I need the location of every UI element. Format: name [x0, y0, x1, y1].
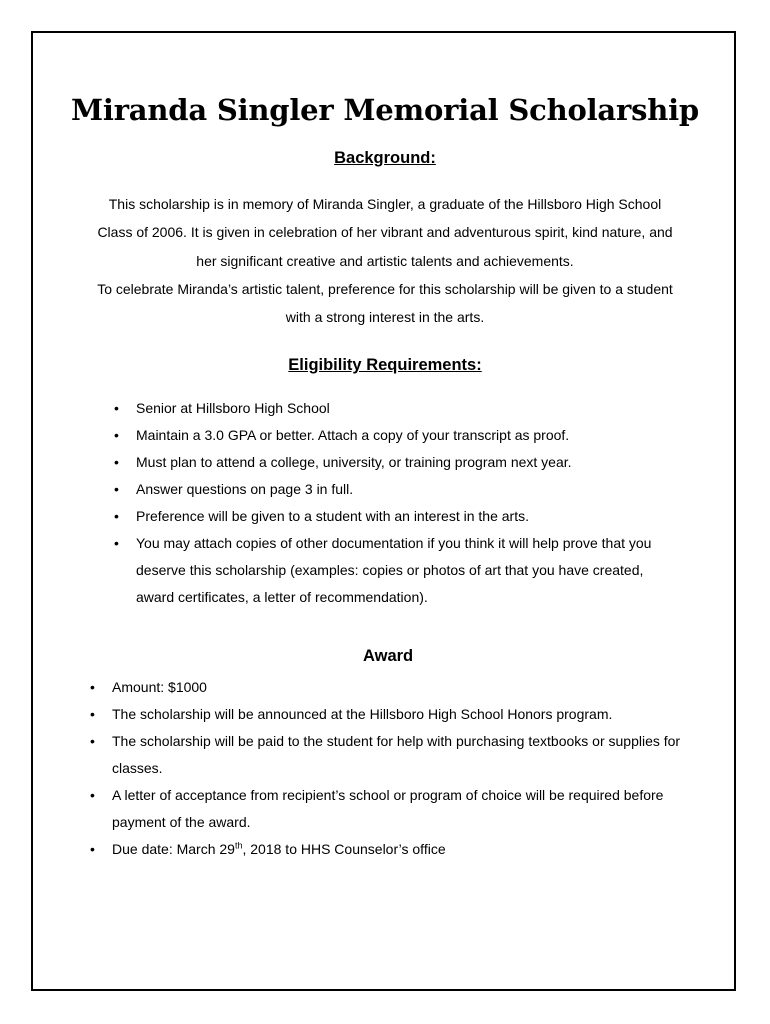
- award-list: [90, 674, 690, 863]
- background-text: [90, 190, 680, 331]
- bullet-icon: •: [90, 706, 95, 722]
- bullet-icon: •: [114, 508, 119, 524]
- list-item: • A letter of acceptance from recipient’s school or program of choice will be required before payment of the award.: [90, 782, 690, 836]
- list-item: • Must plan to attend a college, university, or training program next year.: [114, 449, 674, 476]
- bullet-icon: •: [90, 841, 95, 857]
- list-item: • The scholarship will be paid to the student for help with purchasing textbooks or supplies for classes.: [90, 728, 690, 782]
- document-title: Miranda Singler Memorial Scholarship: [71, 93, 699, 127]
- eligibility-list: [114, 395, 674, 611]
- bullet-icon: •: [114, 454, 119, 470]
- bullet-icon: •: [114, 481, 119, 497]
- background-heading: Background:: [334, 149, 436, 167]
- award-heading: Award: [363, 647, 414, 665]
- list-item: • You may attach copies of other documentation if you think it will help prove that you deserve this scholarship (examples: copies or photos of art that you have created, award certificates, a letter of recommendation).: [114, 530, 674, 611]
- list-item: • Preference will be given to a student with an interest in the arts.: [114, 503, 674, 530]
- background-paragraph-1: This scholarship is in memory of Miranda Singler, a graduate of the Hillsboro High School Class of 2006. It is given in celebration of her vibrant and adventurous spirit, kind nature, and her significant creative and artistic talents and achievements.: [97, 196, 673, 269]
- list-item: • The scholarship will be announced at the Hillsboro High School Honors program.: [90, 701, 690, 728]
- list-item: • Senior at Hillsboro High School: [114, 395, 674, 422]
- bullet-icon: •: [90, 787, 95, 803]
- bullet-icon: •: [90, 733, 95, 749]
- bullet-icon: •: [114, 535, 119, 551]
- list-item: • Maintain a 3.0 GPA or better. Attach a copy of your transcript as proof.: [114, 422, 674, 449]
- list-item: • Amount: $1000: [90, 674, 690, 701]
- due-date-item: • Due date: March 29th, 2018 to HHS Counselor’s office: [90, 836, 690, 863]
- bullet-icon: •: [90, 679, 95, 695]
- eligibility-heading: Eligibility Requirements:: [288, 356, 482, 374]
- bullet-icon: •: [114, 400, 119, 416]
- bullet-icon: •: [114, 427, 119, 443]
- list-item: • Answer questions on page 3 in full.: [114, 476, 674, 503]
- background-paragraph-2: To celebrate Miranda’s artistic talent, preference for this scholarship will be given to a student with a strong interest in the arts.: [97, 280, 673, 326]
